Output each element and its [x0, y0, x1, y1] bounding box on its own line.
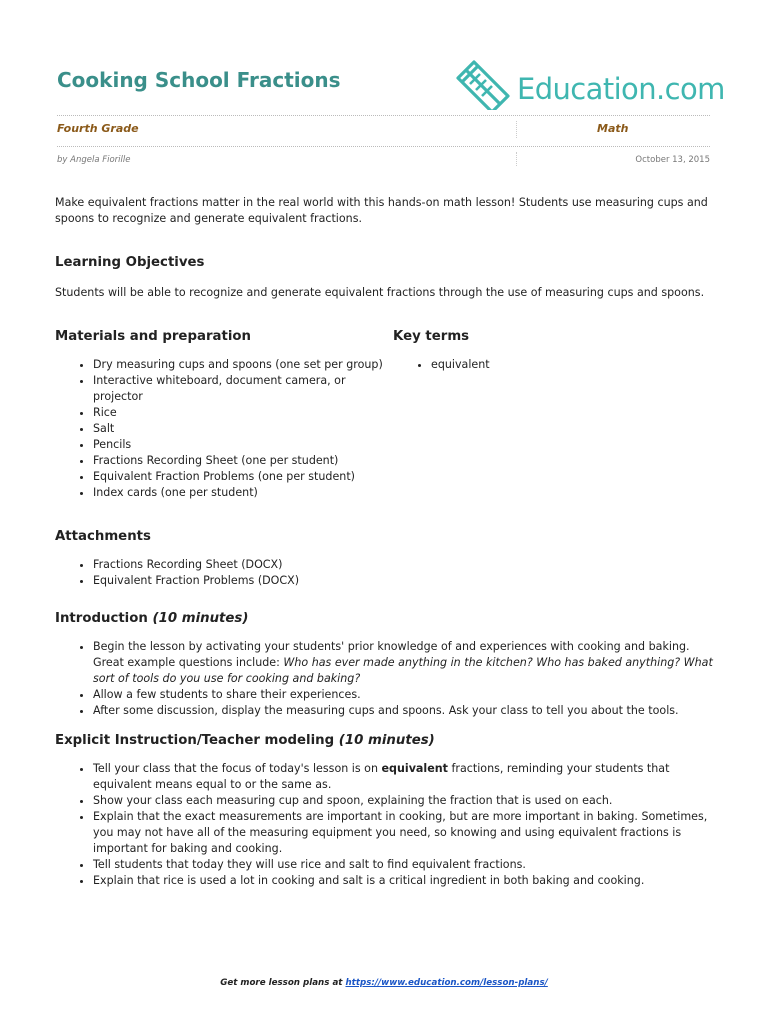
lesson-content — [55, 195, 715, 889]
footer — [0, 978, 768, 988]
list-item: • Tell students that today they will use rice and salt to find equivalent fractions. — [93, 857, 715, 873]
grade-label: Fourth Grade — [57, 122, 139, 135]
section-title: Explicit Instruction/Teacher modeling — [55, 733, 335, 748]
materials-keyterms-section — [55, 328, 715, 501]
list-item: • Explain that the exact measurements are important in cooking, but are more important in baking. Sometimes, you may not have all of the measuring equipment you need, so knowing and using equivalent fractions is important for baking and cooking. — [93, 809, 715, 857]
footer-text: Get more lesson plans at — [220, 978, 346, 988]
list-item-text: Begin the lesson by activating your students' prior knowledge of and experiences with cooking and baking. Great example questions include: — [93, 640, 690, 669]
column-divider — [516, 121, 517, 138]
list-item: • Allow a few students to share their experiences. — [93, 687, 715, 703]
pencil-logo-icon — [456, 58, 514, 110]
list-item-text: fractions, reminding your students that equivalent means equal to or the same as. — [93, 762, 670, 791]
learning-objectives-text: Students will be able to recognize and generate equivalent fractions through the use of measuring cups and spoons. — [55, 286, 705, 299]
introduction-list — [55, 639, 715, 719]
introduction-heading — [55, 610, 715, 628]
publish-date: October 13, 2015 — [635, 155, 710, 165]
section-title: Introduction — [55, 611, 148, 626]
list-item: • Pencils — [93, 437, 393, 453]
education-logo[interactable] — [456, 56, 725, 112]
explicit-instruction-heading — [55, 732, 715, 750]
page-title: Cooking School Fractions — [57, 68, 341, 92]
key-term-highlight: equivalent — [381, 762, 448, 775]
subject-label: Math — [597, 122, 629, 135]
list-item-text: Tell your class that the focus of today's lesson is on — [93, 762, 382, 775]
list-item: • Index cards (one per student) — [93, 485, 393, 501]
list-item: • Interactive whiteboard, document camera, or projector — [93, 373, 393, 405]
list-item: • Dry measuring cups and spoons (one set per group) — [93, 357, 393, 373]
materials-heading: Materials and preparation — [55, 329, 251, 344]
list-item: • After some discussion, display the measuring cups and spoons. Ask your class to tell you about the tools. — [93, 703, 715, 719]
learning-objectives-heading: Learning Objectives — [55, 255, 205, 270]
header-divider — [57, 115, 710, 116]
header-divider — [57, 146, 710, 147]
list-item: • Equivalent Fraction Problems (one per student) — [93, 469, 393, 485]
explicit-instruction-list — [55, 761, 715, 889]
brand-name: Education.com — [517, 72, 725, 106]
attachments-heading: Attachments — [55, 529, 151, 544]
list-item: • equivalent — [431, 357, 713, 373]
list-item: • Explain that rice is used a lot in cooking and salt is a critical ingredient in both baking and cooking. — [93, 873, 715, 889]
materials-section — [55, 328, 393, 501]
list-item: • Show your class each measuring cup and spoon, explaining the fraction that is used on each. — [93, 793, 715, 809]
key-terms-heading: Key terms — [393, 329, 470, 344]
attachment-link[interactable]: • Fractions Recording Sheet (DOCX) — [93, 557, 715, 573]
key-terms-list — [393, 357, 713, 373]
intro-paragraph: Make equivalent fractions matter in the real world with this hands-on math lesson! Students use measuring cups and spoons to recognize and generate equivalent fractions. — [55, 196, 708, 225]
attachments-list — [55, 557, 715, 589]
example-questions: Who has ever made anything in the kitchen? Who has baked anything? What sort of tools do you use for cooking and baking? — [93, 656, 713, 685]
materials-list — [55, 357, 393, 501]
list-item: • Fractions Recording Sheet (one per student) — [93, 453, 393, 469]
attachment-link[interactable]: • Equivalent Fraction Problems (DOCX) — [93, 573, 715, 589]
author-byline: by Angela Fiorille — [57, 155, 131, 165]
column-divider — [516, 152, 517, 166]
list-item — [93, 639, 715, 687]
list-item: • Rice — [93, 405, 393, 421]
list-item: • Salt — [93, 421, 393, 437]
list-item — [93, 761, 715, 793]
section-duration: (10 minutes) — [338, 733, 435, 748]
lesson-plans-link[interactable]: https://www.education.com/lesson-plans/ — [345, 978, 548, 988]
key-terms-section — [393, 328, 713, 501]
section-duration: (10 minutes) — [152, 611, 249, 626]
